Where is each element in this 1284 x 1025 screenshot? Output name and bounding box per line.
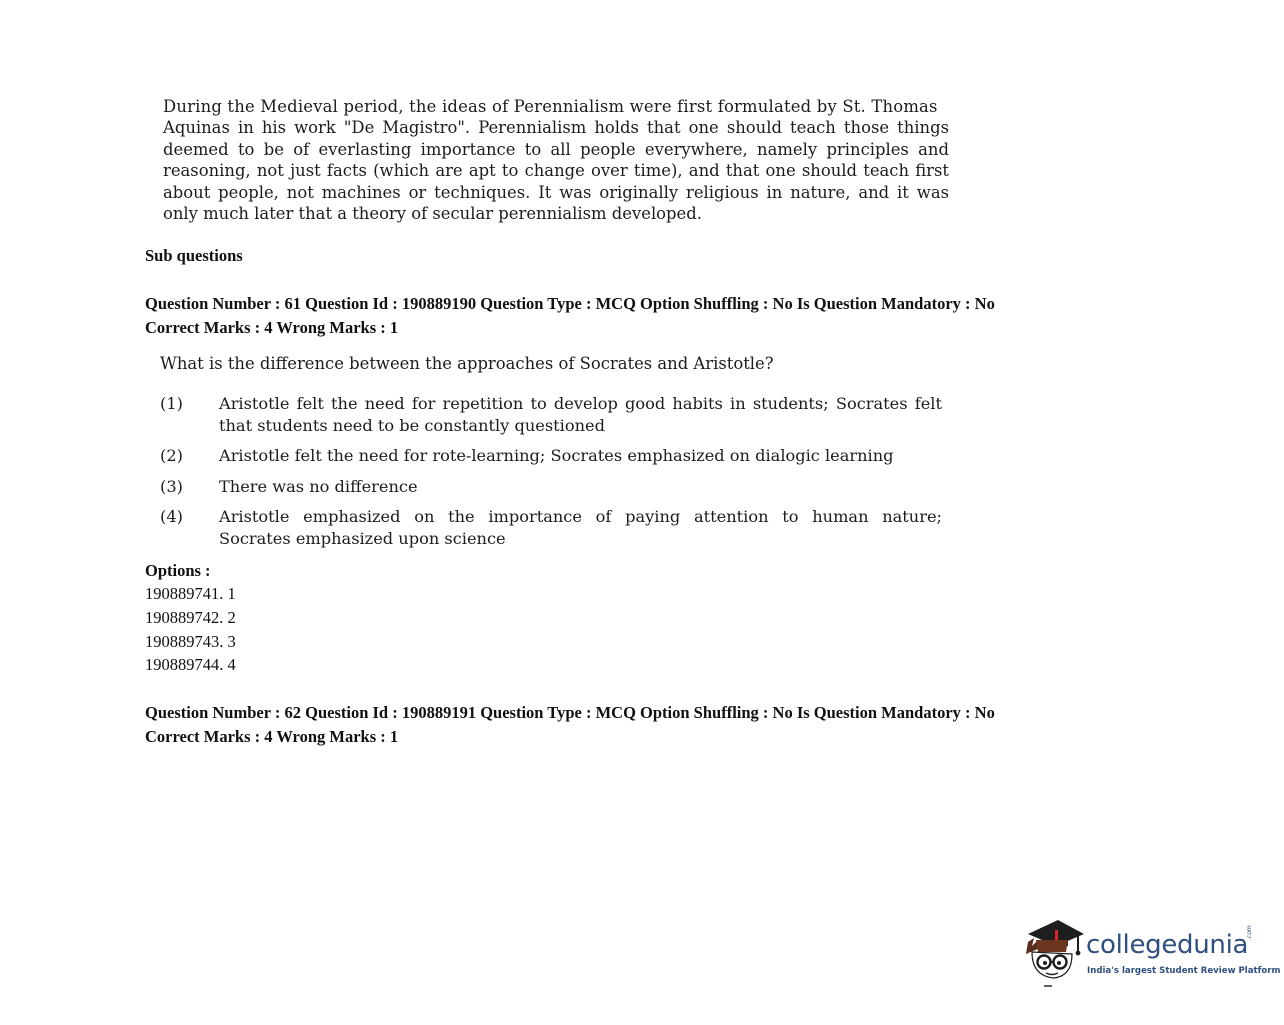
choice-text: Aristotle felt the need for rote-learning; Socrates emphasized on dialogic learning	[219, 446, 894, 465]
mascot-icon	[1022, 918, 1088, 990]
brand-tagline: India's largest Student Review Platform	[1087, 966, 1281, 976]
option-id: 190889743. 3	[145, 632, 236, 651]
choice-1	[160, 393, 950, 437]
choice-text: Aristotle emphasized on the importance of paying attention to human nature;	[219, 507, 942, 526]
choice-text: Aristotle felt the need for repetition to develop good habits in students; Socrates felt	[219, 394, 942, 413]
choice-text: There was no difference	[219, 477, 418, 496]
passage-line: Aquinas in his work "De Magistro". Perennialism holds that one should teach those things	[163, 118, 949, 137]
choice-text: that students need to be constantly questioned	[219, 415, 605, 435]
option-id: 190889744. 4	[145, 655, 236, 674]
sub-questions-heading: Sub questions	[145, 246, 243, 265]
choice-number: (2)	[160, 446, 183, 465]
passage-line: only much later that a theory of secular perennialism developed.	[163, 204, 702, 224]
passage-line: reasoning, not just facts (which are apt to change over time), and that one should teach first	[163, 161, 949, 181]
choice-number: (4)	[160, 507, 183, 526]
q62-header-line1: Question Number : 62 Question Id : 190889191 Question Type : MCQ Option Shuffling : No Is Question Mandatory : No	[145, 703, 995, 722]
brand-name: collegedunia	[1086, 930, 1249, 960]
choice-text: Socrates emphasized upon science	[219, 528, 506, 548]
q61-header-line2: Correct Marks : 4 Wrong Marks : 1	[145, 318, 399, 337]
collegedunia-logo	[1022, 918, 1281, 990]
passage-line: about people, not machines or techniques. It was originally religious in nature, and it was	[163, 182, 949, 202]
passage-line: deemed to be of everlasting importance to all people everywhere, namely principles and	[163, 139, 949, 159]
passage-cut-line: During the Medieval period, the ideas of Perennialism were first formulated by St. Thomas	[163, 97, 938, 116]
choice-number: (3)	[160, 477, 183, 496]
brand-com: .com	[1246, 925, 1253, 940]
q62-header-line2: Correct Marks : 4 Wrong Marks : 1	[145, 727, 399, 746]
option-id: 190889742. 2	[145, 608, 236, 627]
passage	[163, 97, 949, 225]
q61-header-line1: Question Number : 61 Question Id : 190889190 Question Type : MCQ Option Shuffling : No Is Question Mandatory : No	[145, 294, 995, 313]
choice-number: (1)	[160, 394, 183, 413]
q61-question-text: What is the difference between the approaches of Socrates and Aristotle?	[160, 354, 774, 373]
choice-4	[160, 506, 950, 550]
choice-3	[160, 476, 950, 498]
choice-2	[160, 445, 950, 467]
options-label: Options :	[145, 561, 211, 580]
option-id: 190889741. 1	[145, 584, 236, 603]
